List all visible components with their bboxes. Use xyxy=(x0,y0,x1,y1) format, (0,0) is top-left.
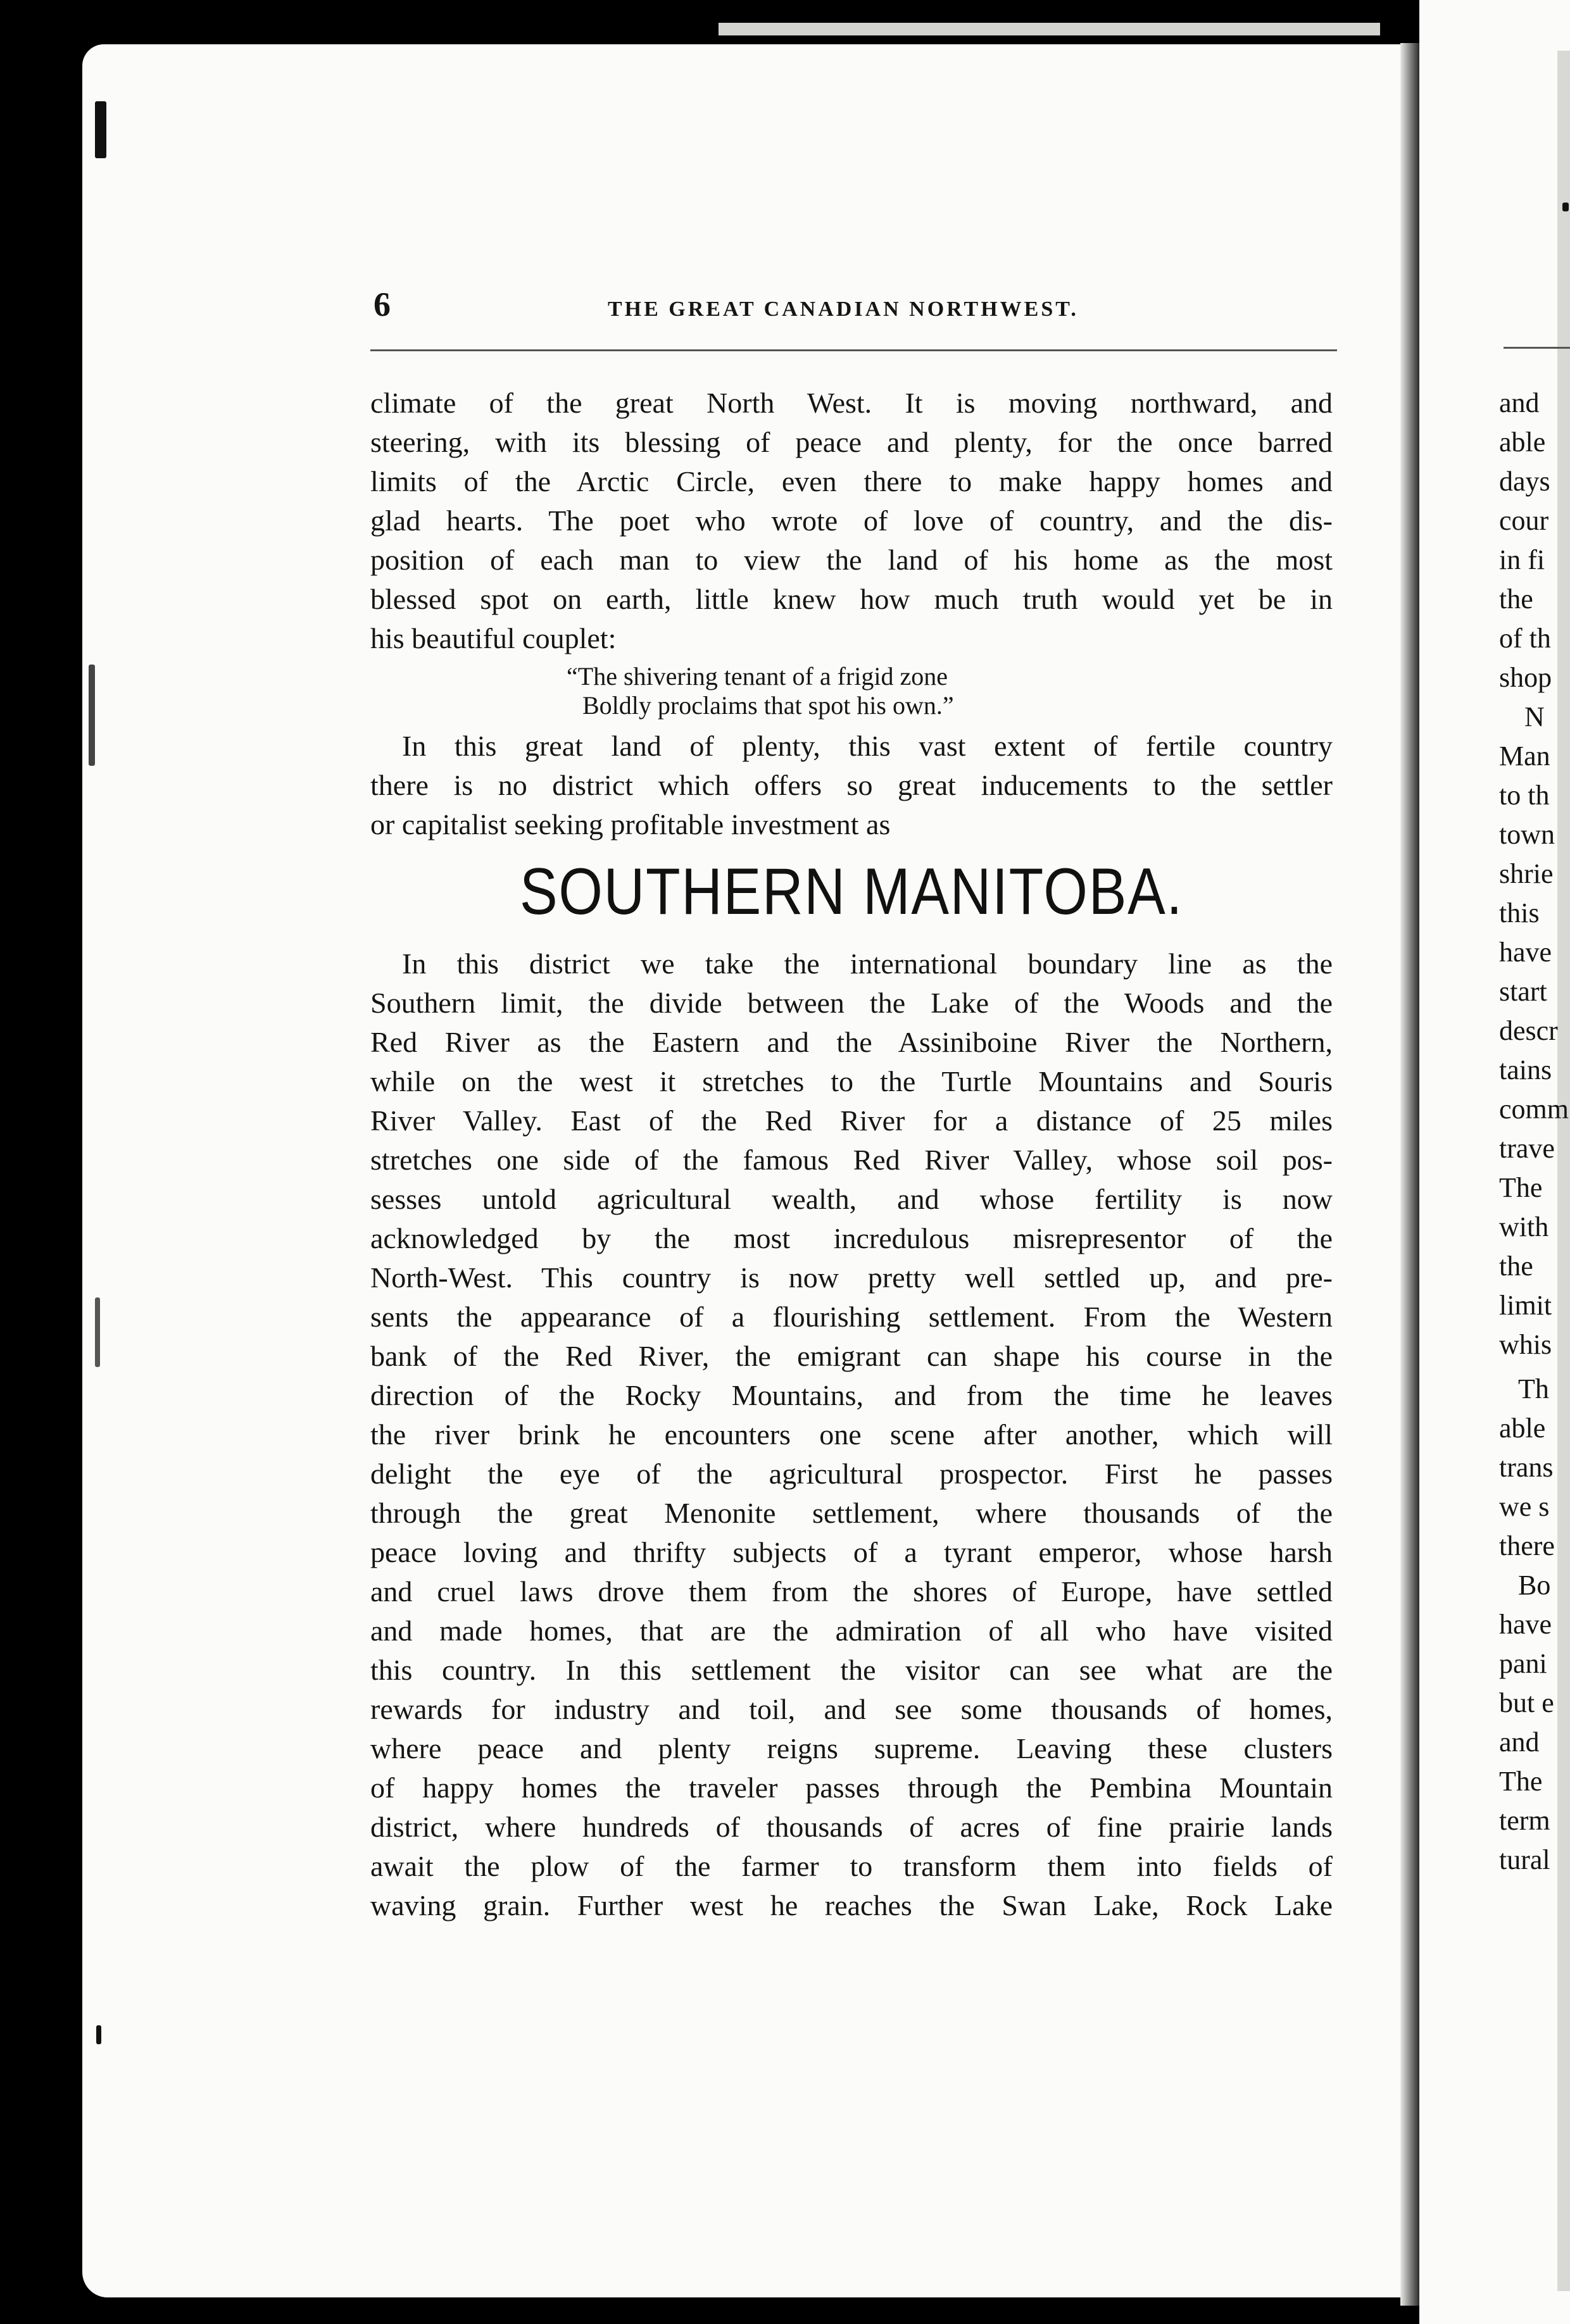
facing-line: have xyxy=(1499,937,1552,968)
text-line: blessed spot on earth, little knew how much truth would yet be in xyxy=(370,583,1333,615)
text-line: glad hearts. The poet who wrote of love of country, and the dis- xyxy=(370,504,1333,537)
facing-page-rule xyxy=(1504,347,1570,349)
text-line: rewards for industry and toil, and see some thousands of homes, xyxy=(370,1693,1333,1725)
text-line: the river brink he encounters one scene after another, which will xyxy=(370,1418,1333,1451)
left-edge-mark xyxy=(95,1297,100,1367)
left-edge-mark xyxy=(89,665,95,766)
text-line: waving grain. Further west he reaches the Swan Lake, Rock Lake xyxy=(370,1889,1333,1921)
facing-line: able xyxy=(1499,427,1546,458)
left-edge-mark xyxy=(96,2025,101,2044)
text-line: and cruel laws drove them from the shores of Europe, have settled xyxy=(370,1575,1333,1608)
facing-page-text xyxy=(1499,384,1570,1880)
text-line: of happy homes the traveler passes through the Pembina Mountain xyxy=(370,1771,1333,1804)
text-line: district, where hundreds of thousands of acres of fine prairie lands xyxy=(370,1811,1333,1843)
facing-line: of th xyxy=(1499,623,1551,654)
facing-line: comm xyxy=(1499,1094,1569,1125)
text-line: North-West. This country is now pretty well settled up, and pre- xyxy=(370,1261,1333,1294)
facing-line: and xyxy=(1499,1727,1540,1758)
facing-line: start xyxy=(1499,976,1547,1007)
text-line: through the great Menonite settlement, where thousands of the xyxy=(370,1497,1333,1529)
facing-line: with xyxy=(1499,1211,1549,1242)
header-rule xyxy=(370,349,1337,351)
facing-line: pani xyxy=(1499,1648,1547,1679)
text-line: and made homes, that are the admiration of all who have visited xyxy=(370,1615,1333,1647)
text-line: sesses untold agricultural wealth, and whose fertility is now xyxy=(370,1183,1333,1215)
facing-line: the xyxy=(1499,1251,1533,1282)
page-body xyxy=(370,384,1333,1925)
text-line: acknowledged by the most incredulous misrepresentor of the xyxy=(370,1222,1333,1254)
facing-line: this xyxy=(1499,897,1540,928)
facing-line: but e xyxy=(1499,1687,1554,1718)
facing-line: able xyxy=(1499,1413,1546,1444)
text-line: steering, with its blessing of peace and plenty, for the once barred xyxy=(370,426,1333,458)
facing-line: whis xyxy=(1499,1329,1552,1360)
text-line: his beautiful couplet: xyxy=(370,622,617,654)
facing-line: to th xyxy=(1499,780,1550,811)
text-line: await the plow of the farmer to transform them into fields of xyxy=(370,1850,1333,1882)
facing-line: descr xyxy=(1499,1015,1558,1046)
facing-line: and xyxy=(1499,387,1540,418)
facing-line: Th xyxy=(1518,1373,1549,1404)
facing-line: trave xyxy=(1499,1133,1555,1164)
text-line: limits of the Arctic Circle, even there to make happy homes and xyxy=(370,465,1333,497)
facing-line: shop xyxy=(1499,662,1552,693)
facing-line: tural xyxy=(1499,1844,1550,1875)
facing-line: Bo xyxy=(1518,1570,1551,1601)
facing-line: there xyxy=(1499,1530,1555,1561)
book-gutter xyxy=(1400,43,1419,2306)
facing-line: town xyxy=(1499,819,1555,850)
facing-line: tains xyxy=(1499,1054,1552,1085)
page-number: 6 xyxy=(374,285,391,323)
text-line: Southern limit, the divide between the Lake of the Woods and the xyxy=(370,987,1333,1019)
text-line: peace loving and thrifty subjects of a tyrant emperor, whose harsh xyxy=(370,1536,1333,1568)
text-line: sents the appearance of a flourishing settlement. From the Western xyxy=(370,1301,1333,1333)
right-edge-mark xyxy=(1562,203,1569,211)
text-line: In this district we take the international boundary line as the xyxy=(402,947,1333,980)
facing-line: The xyxy=(1499,1766,1543,1797)
text-line: Red River as the Eastern and the Assiniboine River the Northern, xyxy=(370,1026,1333,1058)
text-line: climate of the great North West. It is moving northward, and xyxy=(370,387,1333,419)
facing-line: trans xyxy=(1499,1452,1554,1483)
text-line: where peace and plenty reigns supreme. Leaving these clusters xyxy=(370,1732,1333,1765)
top-edge-strip xyxy=(719,23,1380,35)
text-line: In this great land of plenty, this vast extent of fertile country xyxy=(402,730,1333,762)
facing-line: The xyxy=(1499,1172,1543,1203)
facing-line: in fi xyxy=(1499,544,1545,575)
facing-line: shrie xyxy=(1499,858,1554,889)
facing-line: term xyxy=(1499,1805,1550,1836)
text-line: or capitalist seeking profitable investment as xyxy=(370,808,891,840)
text-line: stretches one side of the famous Red River Valley, whose soil pos- xyxy=(370,1144,1333,1176)
facing-line: have xyxy=(1499,1609,1552,1640)
text-line: position of each man to view the land of his home as the most xyxy=(370,544,1333,576)
text-line: this country. In this settlement the visitor can see what are the xyxy=(370,1654,1333,1686)
facing-line: days xyxy=(1499,466,1550,497)
text-line: delight the eye of the agricultural prospector. First he passes xyxy=(370,1458,1333,1490)
text-line: River Valley. East of the Red River for a distance of 25 miles xyxy=(370,1104,1333,1137)
verse-line: Boldly proclaims that spot his own.” xyxy=(582,691,954,720)
facing-line: we s xyxy=(1499,1491,1550,1522)
text-line: there is no district which offers so great inducements to the settler xyxy=(370,769,1333,801)
text-line: while on the west it stretches to the Turtle Mountains and Souris xyxy=(370,1065,1333,1097)
facing-line: cour xyxy=(1499,505,1549,536)
text-line: bank of the Red River, the emigrant can shape his course in the xyxy=(370,1340,1333,1372)
verse-line: “The shivering tenant of a frigid zone xyxy=(567,662,948,690)
section-heading: SOUTHERN MANITOBA. xyxy=(519,855,1184,928)
facing-line: the xyxy=(1499,584,1533,615)
facing-line: limit xyxy=(1499,1290,1552,1321)
facing-line: N xyxy=(1524,701,1545,732)
text-line: direction of the Rocky Mountains, and from the time he leaves xyxy=(370,1379,1333,1411)
facing-line: Man xyxy=(1499,740,1550,772)
left-edge-mark xyxy=(95,101,106,158)
running-title: THE GREAT CANADIAN NORTHWEST. xyxy=(608,297,1079,321)
